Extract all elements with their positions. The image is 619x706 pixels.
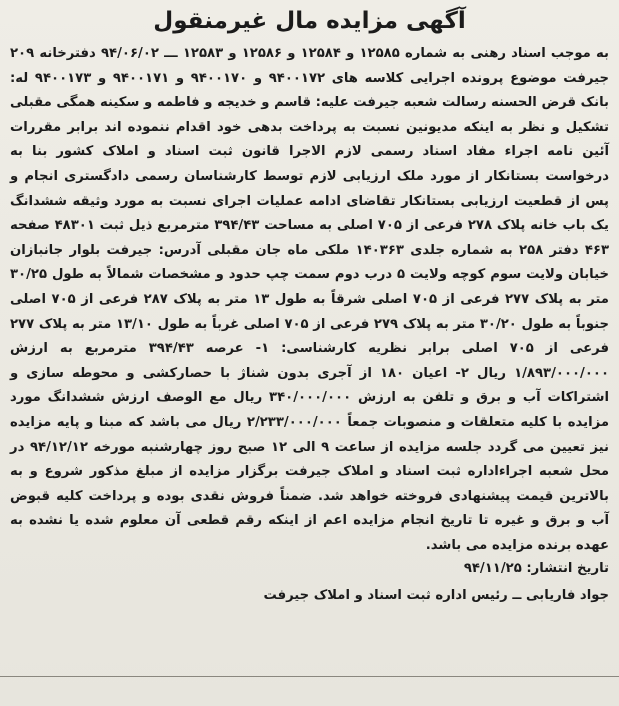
bottom-divider [0,676,619,677]
notice-body: به موجب اسناد رهنی به شماره ۱۲۵۸۵ و ۱۲۵۸۴ و ۱۲۵۸۶ و ۱۲۵۸۳ ـــ ۹۴/۰۶/۰۲ دفترخانه ۲۰۹ جیرفت موضوع پرونده اجرایی کلاسه های ۹۴۰۰۱۷۲ و ۹۴۰۰۱۷۰ و ۹۴۰۰۱۷۱ و ۹۴۰۰۱۷۳ له: بانک قرض الحسنه رسالت شعبه جیرفت علیه: قاسم و خدیجه و فاطمه و سکینه همگی مقبلی تشکیل و نظر به اینکه مدیونین نسبت به پرداخت بدهی خود اقدام ننموده اند برابر مقررات آئین نامه اجراء مفاد اسناد رسمی لازم الاجرا قانون ثبت اسناد و املاک کشور بنا به درخواست بستانکار از مورد ملک ارزیابی لازم توسط کارشناسان رسمی دادگستری انجام و پس از قطعیت ارزیابی بستانکار تقاضای ادامه عملیات اجرای نسبت به مورد وثیقه ششدانگ یک باب خانه پلاک ۲۷۸ فرعی از ۷۰۵ اصلی به مساحت ۳۹۴/۴۳ مترمربع ذیل ثبت ۴۸۳۰۱ صفحه ۴۶۳ دفتر ۲۵۸ به شماره جلدی ۱۴۰۳۶۳ ملکی ماه جان مقبلی آدرس: جیرفت بلوار جانبازان خیابان ولایت سوم کوچه ولایت ۵ درب دوم سمت چپ حدود و مشخصات شمالاً به طول ۳۰/۲۵ متر به پلاک ۲۷۷ فرعی از ۷۰۵ اصلی شرقاً به طول ۱۳ متر به پلاک ۲۸۷ فرعی از ۷۰۵ اصلی جنوباً به طول ۳۰/۲۰ متر به پلاک ۲۷۹ فرعی از ۷۰۵ اصلی غرباً به طول ۱۳/۱۰ متر به پلاک ۲۷۷ فرعی از ۷۰۵ اصلی برابر نظریه کارشناسی: ۱- عرصه ۳۹۴/۴۳ مترمربع به ارزش ۱/۸۹۳/۰۰۰/۰۰۰ ریال ۲- اعیان ۱۸۰ از آجری بدون شناژ با حصارکشی و محوطه سازی و اشتراکات آب و برق و تلفن به ارزش ۳۴۰/۰۰۰/۰۰۰ ریال مع الوصف ارزش ششدانگ مورد مزایده با کلیه متعلقات و منصوبات جمعاً ۲/۲۳۳/۰۰۰/۰۰۰ ریال می باشد که مبنا و پایه مزایده نیز تعیین می گردد جلسه مزایده از ساعت ۹ الی ۱۲ صبح روز چهارشنبه مورخه ۹۴/۱۲/۱۲ در محل شعبه اجراءاداره ثبت اسناد و املاک جیرفت برگزار مزایده از مبلغ مذکور شروع و به بالاترین قیمت پیشنهادی فروخته خواهد شد. ضمناً فروش نقدی بوده و پرداخت کلیه قبوض آب و برق و غیره تا تاریخ انجام مزایده اعم از اینکه رقم قطعی آن معلوم شده یا نشده به عهده برنده مزایده می باشد. [10,46,610,553]
notice-title: آگهی مزایده مال غیرمنقول [153,8,466,34]
publish-date: تاریخ انتشار: ۹۴/۱۱/۲۵ [463,561,609,577]
signature-line: جواد فاریابی ــ رئیس اداره ثبت اسناد و املاک جیرفت [263,588,609,604]
